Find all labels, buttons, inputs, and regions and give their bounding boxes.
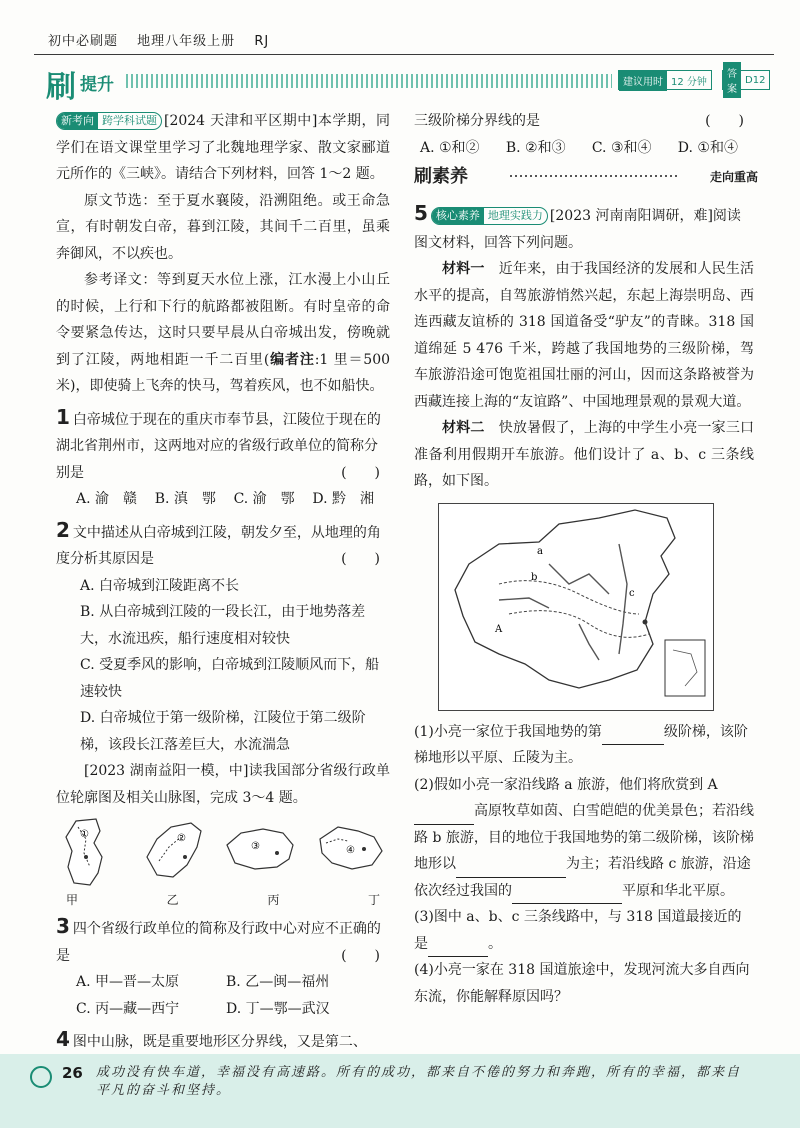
- sub-question-1: (1)小亮一家位于我国地势的第 级阶梯，该阶梯地形以平原、丘陵为主。: [414, 723, 748, 766]
- header-rule: [34, 54, 774, 55]
- answer-blank[interactable]: [456, 877, 566, 878]
- option-d[interactable]: D. 黔 湘: [312, 491, 374, 507]
- time-label: 建议用时: [619, 70, 667, 91]
- series-name: 初中必刷题: [48, 34, 119, 49]
- page-number: 26: [62, 1064, 83, 1082]
- core-literacy-tag: 核心素养 地理实践力: [431, 207, 548, 225]
- option-c[interactable]: C. 丙—藏—西宁: [76, 1000, 180, 1017]
- section-dotted-bar: [510, 175, 678, 177]
- answer-blank[interactable]: [414, 824, 474, 825]
- brand-dotted-bar: [126, 74, 612, 88]
- question-text: 三级阶梯分界线的是: [414, 113, 540, 129]
- china-route-map: [438, 503, 714, 711]
- svg-text:②: ②: [176, 833, 186, 844]
- option-b[interactable]: B. ②和③: [505, 139, 566, 156]
- q3-options-row-2: [56, 996, 390, 1023]
- province-jia-outline: [56, 817, 126, 889]
- brand-big-char: 刷: [46, 70, 76, 105]
- subject-name: 地理八年级上册: [137, 34, 236, 49]
- section-suyang-header: [414, 162, 758, 190]
- label-yi: 乙: [166, 893, 179, 907]
- q3-options-row-1: [56, 969, 390, 996]
- option-c[interactable]: C. 受夏季风的影响，白帝城到江陵顺风而下，船速较快: [80, 657, 380, 700]
- option-b[interactable]: B. 乙—闽—福州: [226, 974, 330, 990]
- option-b[interactable]: B. 滇 鄂: [154, 491, 216, 507]
- svg-text:③: ③: [251, 841, 261, 852]
- intro-2: [2023 湖南益阳一模，中]读我国部分省级行政单位轮廓图及相关山脉图，完成 3～4 题。: [56, 763, 390, 806]
- option-d[interactable]: D. 丁—鄂—武汉: [226, 1000, 330, 1017]
- question-4-start: [56, 1026, 390, 1056]
- option-d[interactable]: D. ①和④: [677, 139, 738, 156]
- question-number: 3: [56, 914, 70, 938]
- intro-text: [2024 天津和平区期中]本学期，同学们在语文课堂里学习了北魏地理学家、散文家郦道元所作的《三峡》。请结合下列材料，回答 1～2 题。: [56, 113, 390, 182]
- province-yi-outline: [139, 817, 209, 889]
- sub-question-3: (3)图中 a、b、c 三条线路中，与 318 国道最接近的是 。: [414, 904, 754, 957]
- province-outlines: [56, 817, 390, 889]
- right-column: [414, 108, 754, 161]
- svg-text:c: c: [629, 587, 635, 599]
- question-1: [56, 404, 390, 487]
- label-bing: 丙: [267, 893, 280, 907]
- q4-options: [414, 135, 754, 162]
- route-map-svg: [439, 504, 713, 710]
- province-labels: [56, 891, 390, 909]
- answer-bracket[interactable]: ( ): [705, 113, 744, 129]
- svg-text:a: a: [537, 545, 543, 557]
- q5-intro-text: [2023 河南南阳调研，难]阅读图文材料，回答下列问题。: [414, 208, 741, 251]
- material-2: 材料二 快放暑假了，上海的中学生小亮一家三口准备利用假期开车旅游。他们设计了 a、b、c 三条线路，如下图。: [414, 420, 755, 489]
- brand-title: 提升: [80, 75, 114, 95]
- question-2: [56, 517, 390, 573]
- svg-text:④: ④: [345, 845, 355, 856]
- svg-text:b: b: [531, 571, 538, 583]
- header-text: [48, 30, 283, 49]
- option-a[interactable]: A. ①和②: [420, 139, 480, 156]
- option-a[interactable]: A. 甲—晋—太原: [76, 974, 180, 990]
- question-text: 图中山脉，既是重要地形区分界线，又是第二、: [72, 1034, 367, 1050]
- question-text: 白帝城位于现在的重庆市奉节县，江陵位于现在的湖北省荆州市，这两地对应的省级行政单位的简称分别是: [56, 411, 381, 481]
- edition: RJ: [254, 34, 270, 49]
- answer-bracket[interactable]: ( ): [341, 551, 380, 567]
- left-column: [56, 108, 390, 1056]
- suggested-time-badge: [618, 70, 712, 90]
- answer-bracket[interactable]: ( ): [341, 464, 380, 481]
- question-text: 文中描述从白帝城到江陵，朝发夕至，从地理的角度分析其原因是: [56, 524, 381, 567]
- answer-page-badge: [722, 69, 770, 95]
- q1-options: [56, 486, 390, 513]
- province-ding-outline: [312, 817, 390, 889]
- section-brand: [46, 64, 766, 105]
- svg-text:A: A: [495, 623, 503, 635]
- page-header: [34, 22, 774, 52]
- q2-options: [56, 573, 390, 759]
- material-1: 材料一 近年来，由于我国经济的发展和人民生活水平的提高，自驾旅游悄然兴起，东起上海崇明岛、西连西藏友谊桥的 318 国道备受“驴友”的青睐。318 国道绵延 5 476 千米，跨越了我国地势的三级阶梯，驾车旅游沿途可饱览祖国壮丽的河山，因而这条路被誉为西藏连接上海的“友谊路”、中国地理景观的景观大道。: [414, 261, 755, 410]
- intro-paragraph: [56, 108, 390, 188]
- sub-question-4: (4)小亮一家在 318 国道旅途中，发现河流大多自西向东流，你能解释原因吗？: [414, 962, 750, 1005]
- section-title: 刷素养: [414, 166, 468, 187]
- answer-blank[interactable]: [602, 744, 664, 745]
- question-number: 2: [56, 517, 70, 542]
- new-trend-tag: 新考向 跨学科试题: [56, 112, 162, 130]
- answer-value: D12: [745, 74, 766, 86]
- time-value: 12 分钟: [671, 76, 707, 88]
- section-subtitle: 走向重高: [709, 170, 758, 184]
- question-4-cont: [414, 108, 754, 135]
- translation-text: 参考译文：等到夏天水位上涨，江水漫上小山丘的时候，上行和下行的航路都被阻断。有时皇帝的命令要紧急传达，这时只要早晨从白帝城出发，傍晚就到了江陵，两地相距一千二百里(编者注:1 里＝500 米)，即使骑上飞奔的快马，驾着疾风，也不如船快。: [56, 272, 391, 394]
- answer-bracket[interactable]: ( ): [341, 947, 380, 964]
- option-d[interactable]: D. 白帝城位于第一级阶梯，江陵位于第二级阶梯，该段长江落差巨大，水流湍急: [80, 710, 366, 753]
- question-3: [56, 913, 390, 969]
- question-number: 5: [414, 201, 428, 225]
- snail-icon: [30, 1066, 52, 1088]
- question-text: 四个省级行政单位的简称及行政中心对应不正确的是: [56, 921, 381, 964]
- province-bing-outline: [221, 817, 299, 889]
- option-c[interactable]: C. 渝 鄂: [233, 491, 295, 507]
- label-jia: 甲: [66, 893, 79, 907]
- question-number: 4: [56, 1027, 70, 1051]
- q5-intro: [414, 200, 754, 256]
- question-5: [414, 200, 754, 1010]
- question-number: 1: [56, 404, 70, 429]
- answer-label: 答案: [723, 62, 741, 98]
- original-text: 原文节选：至于夏水襄陵，沿溯阻绝。或王命急宣，有时朝发白帝，暮到江陵，其间千二百里，虽乘奔御风，不以疾也。: [56, 192, 390, 262]
- sub-question-2: (2)假如小亮一家沿线路 a 旅游，他们将欣赏到 A高原牧草如茵、白雪皑皑的优美景色；若沿线路 b 旅游，目的地位于我国地势的第二级阶梯，该阶梯地形以 为主；若沿线路 c 旅游，沿途依次经过我国的 平原和华北平原。: [414, 772, 754, 905]
- option-a[interactable]: A. 白帝城到江陵距离不长: [80, 577, 240, 594]
- option-b[interactable]: B. 从白帝城到江陵的一段长江，由于地势落差大，水流迅疾，船行速度相对较快: [80, 604, 366, 647]
- page-footer: [0, 1054, 800, 1128]
- label-ding: 丁: [367, 893, 380, 907]
- option-a[interactable]: A. 渝 赣: [76, 491, 138, 507]
- footer-motto: 成功没有快车道，幸福没有高速路。所有的成功，都来自不倦的努力和奔跑，所有的幸福，都来自平凡的奋斗和坚持。: [96, 1065, 742, 1098]
- svg-text:①: ①: [80, 829, 89, 840]
- option-c[interactable]: C. ③和④: [591, 139, 652, 156]
